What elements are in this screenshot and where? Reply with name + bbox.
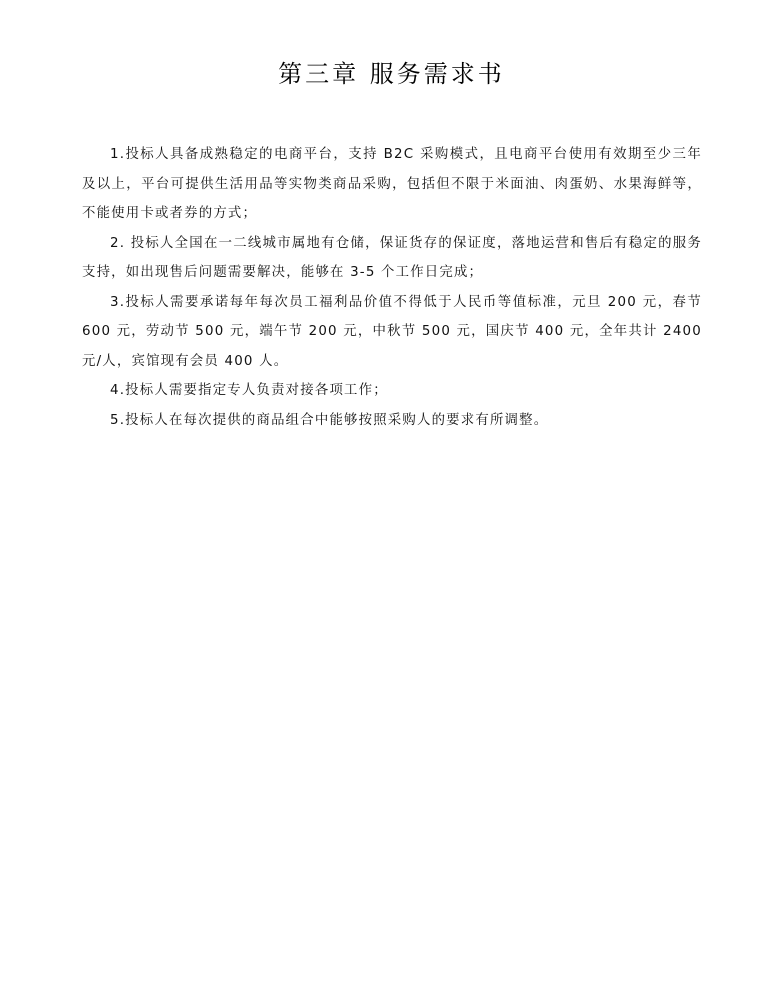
page-title: 第三章 服务需求书 — [278, 60, 505, 88]
requirement-item-5: 5.投标人在每次提供的商品组合中能够按照采购人的要求有所调整。 — [110, 412, 549, 428]
requirement-item-1: 1.投标人具备成熟稳定的电商平台，支持 B2C 采购模式，且电商平台使用有效期至少三年及以上，平台可提供生活用品等实物类商品采购，包括但不限于米面油、肉蛋奶、水果海鲜等，不能使用卡或者券的方式； — [82, 147, 702, 221]
requirement-item-3: 3.投标人需要承诺每年每次员工福利品价值不得低于人民币等值标准，元旦 200 元，春节 600 元，劳动节 500 元，端午节 200 元，中秋节 500 元，国庆节 400 元，全年共计 2400 元/人，宾馆现有会员 400 人。 — [82, 294, 702, 369]
requirements-body — [82, 140, 702, 435]
requirement-item-4: 4.投标人需要指定专人负责对接各项工作； — [110, 383, 388, 398]
requirement-item-2: 2. 投标人全国在一二线城市属地有仓储，保证货存的保证度，落地运营和售后有稳定的服务支持，如出现售后问题需要解决，能够在 3-5 个工作日完成； — [82, 235, 702, 280]
